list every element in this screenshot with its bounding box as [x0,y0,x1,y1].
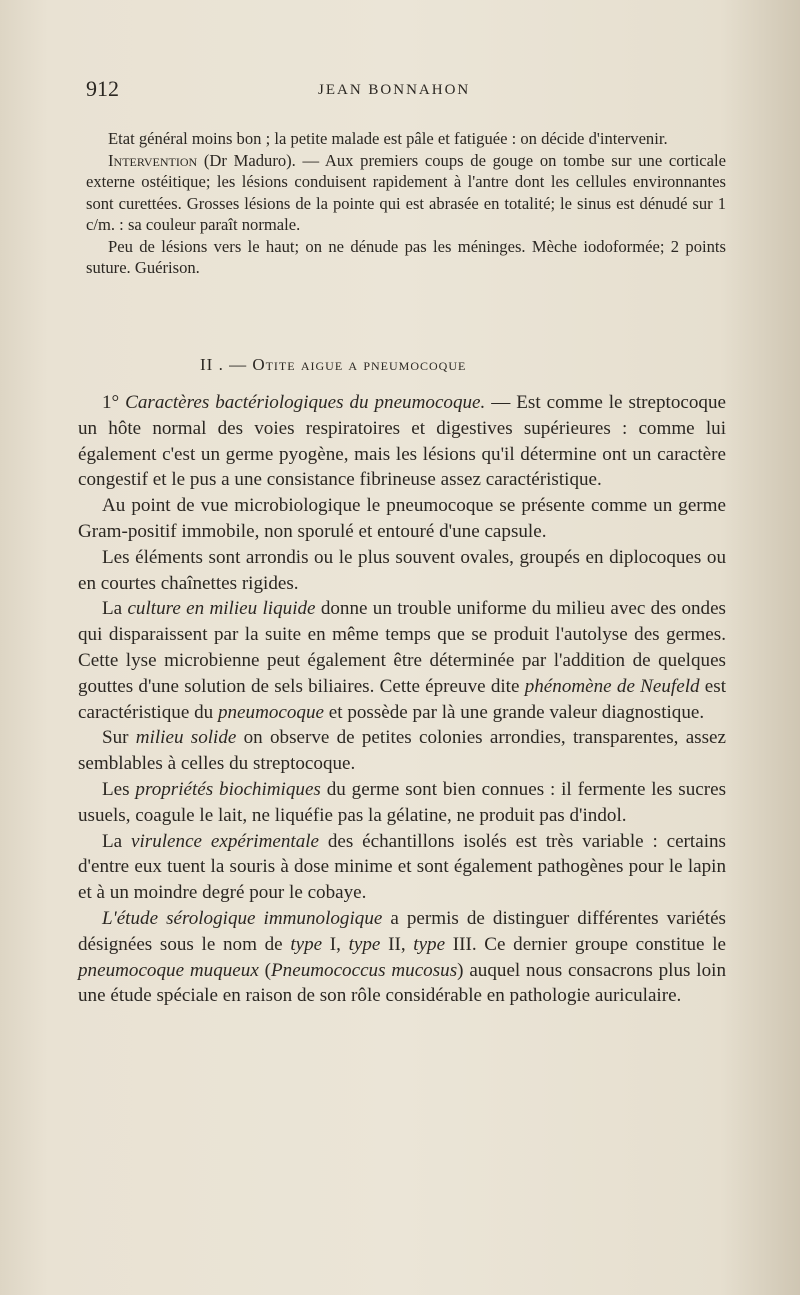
paragraph: La culture en milieu liquide donne un trouble uniforme du milieu avec des ondes qui disparaissent par la suite en même temps que se produit l'autolyse des germes. Cette lyse microbienne peut également être déterminée par l'addition de quelques gouttes d'une solution de sels biliaires. Cette épreuve dite phénomène de Neufeld est caractéristique du pneumocoque et possède par là une grande valeur diagnostique. [78,598,726,723]
running-head: JEAN BONNAHON [318,82,471,98]
main-text [78,390,726,1009]
section-heading: II . — Otite aigue a pneumocoque [200,355,467,374]
paragraph: Peu de lésions vers le haut; on ne dénude pas les méninges. Mèche iodoformée; 2 points suture. Guérison. [86,236,726,277]
paragraph: L'étude sérologique immunologique a permis de distinguer différentes variétés désignées sous le nom de type I, type II, type III. Ce dernier groupe constitue le pneumocoque muqueux (Pneumococcus mucosus) auquel nous consacrons plus loin une étude spéciale en raison de son rôle considérable en pathologie auriculaire. [78,907,726,1007]
paragraph: 1° Caractères bactériologiques du pneumocoque. — Est comme le streptocoque un hôte normal des voies respiratoires et digestives supérieures : comme lui également c'est un germe pyogène, mais les lésions qu'il détermine ont un caractère congestif et le pus a une consistance fibrineuse assez caractéristique. [78,392,726,491]
paragraph: Les éléments sont arrondis ou le plus souvent ovales, groupés en diplocoques ou en courtes chaînettes rigides. [78,546,726,594]
paragraph: Etat général moins bon ; la petite malade est pâle et fatiguée : on décide d'intervenir. [108,129,668,148]
page-number: 912 [86,76,119,101]
case-report-block [86,128,726,279]
paragraph: Intervention (Dr Maduro). — Aux premiers coups de gouge on tombe sur une corticale externe ostéitique; les lésions conduisent rapidement à l'antre dont les cellules environnantes sont curettées. Grosses lésions de la pointe qui est abrasée en totalité; le sinus est dénudé sur 1 c/m. : sa couleur paraît normale. [86,150,727,234]
paragraph: Sur milieu solide on observe de petites colonies arrondies, transparentes, assez semblables à celles du streptocoque. [78,727,726,775]
paragraph: Au point de vue microbiologique le pneumocoque se présente comme un germe Gram-positif immobile, non sporulé et entouré d'une capsule. [78,495,726,542]
intervention-label: Intervention [108,150,198,170]
paragraph: Les propriétés biochimiques du germe sont bien connues : il fermente les sucres usuels, coagule le lait, ne liquéfie pas la gélatine, ne produit pas d'indol. [78,778,727,826]
page-header [86,76,726,106]
paragraph: La virulence expérimentale des échantillons isolés est très variable : certains d'entre eux tuent la souris à dose minime et sont également pathogènes pour le lapin et à un moindre degré pour le cobaye. [78,830,726,904]
